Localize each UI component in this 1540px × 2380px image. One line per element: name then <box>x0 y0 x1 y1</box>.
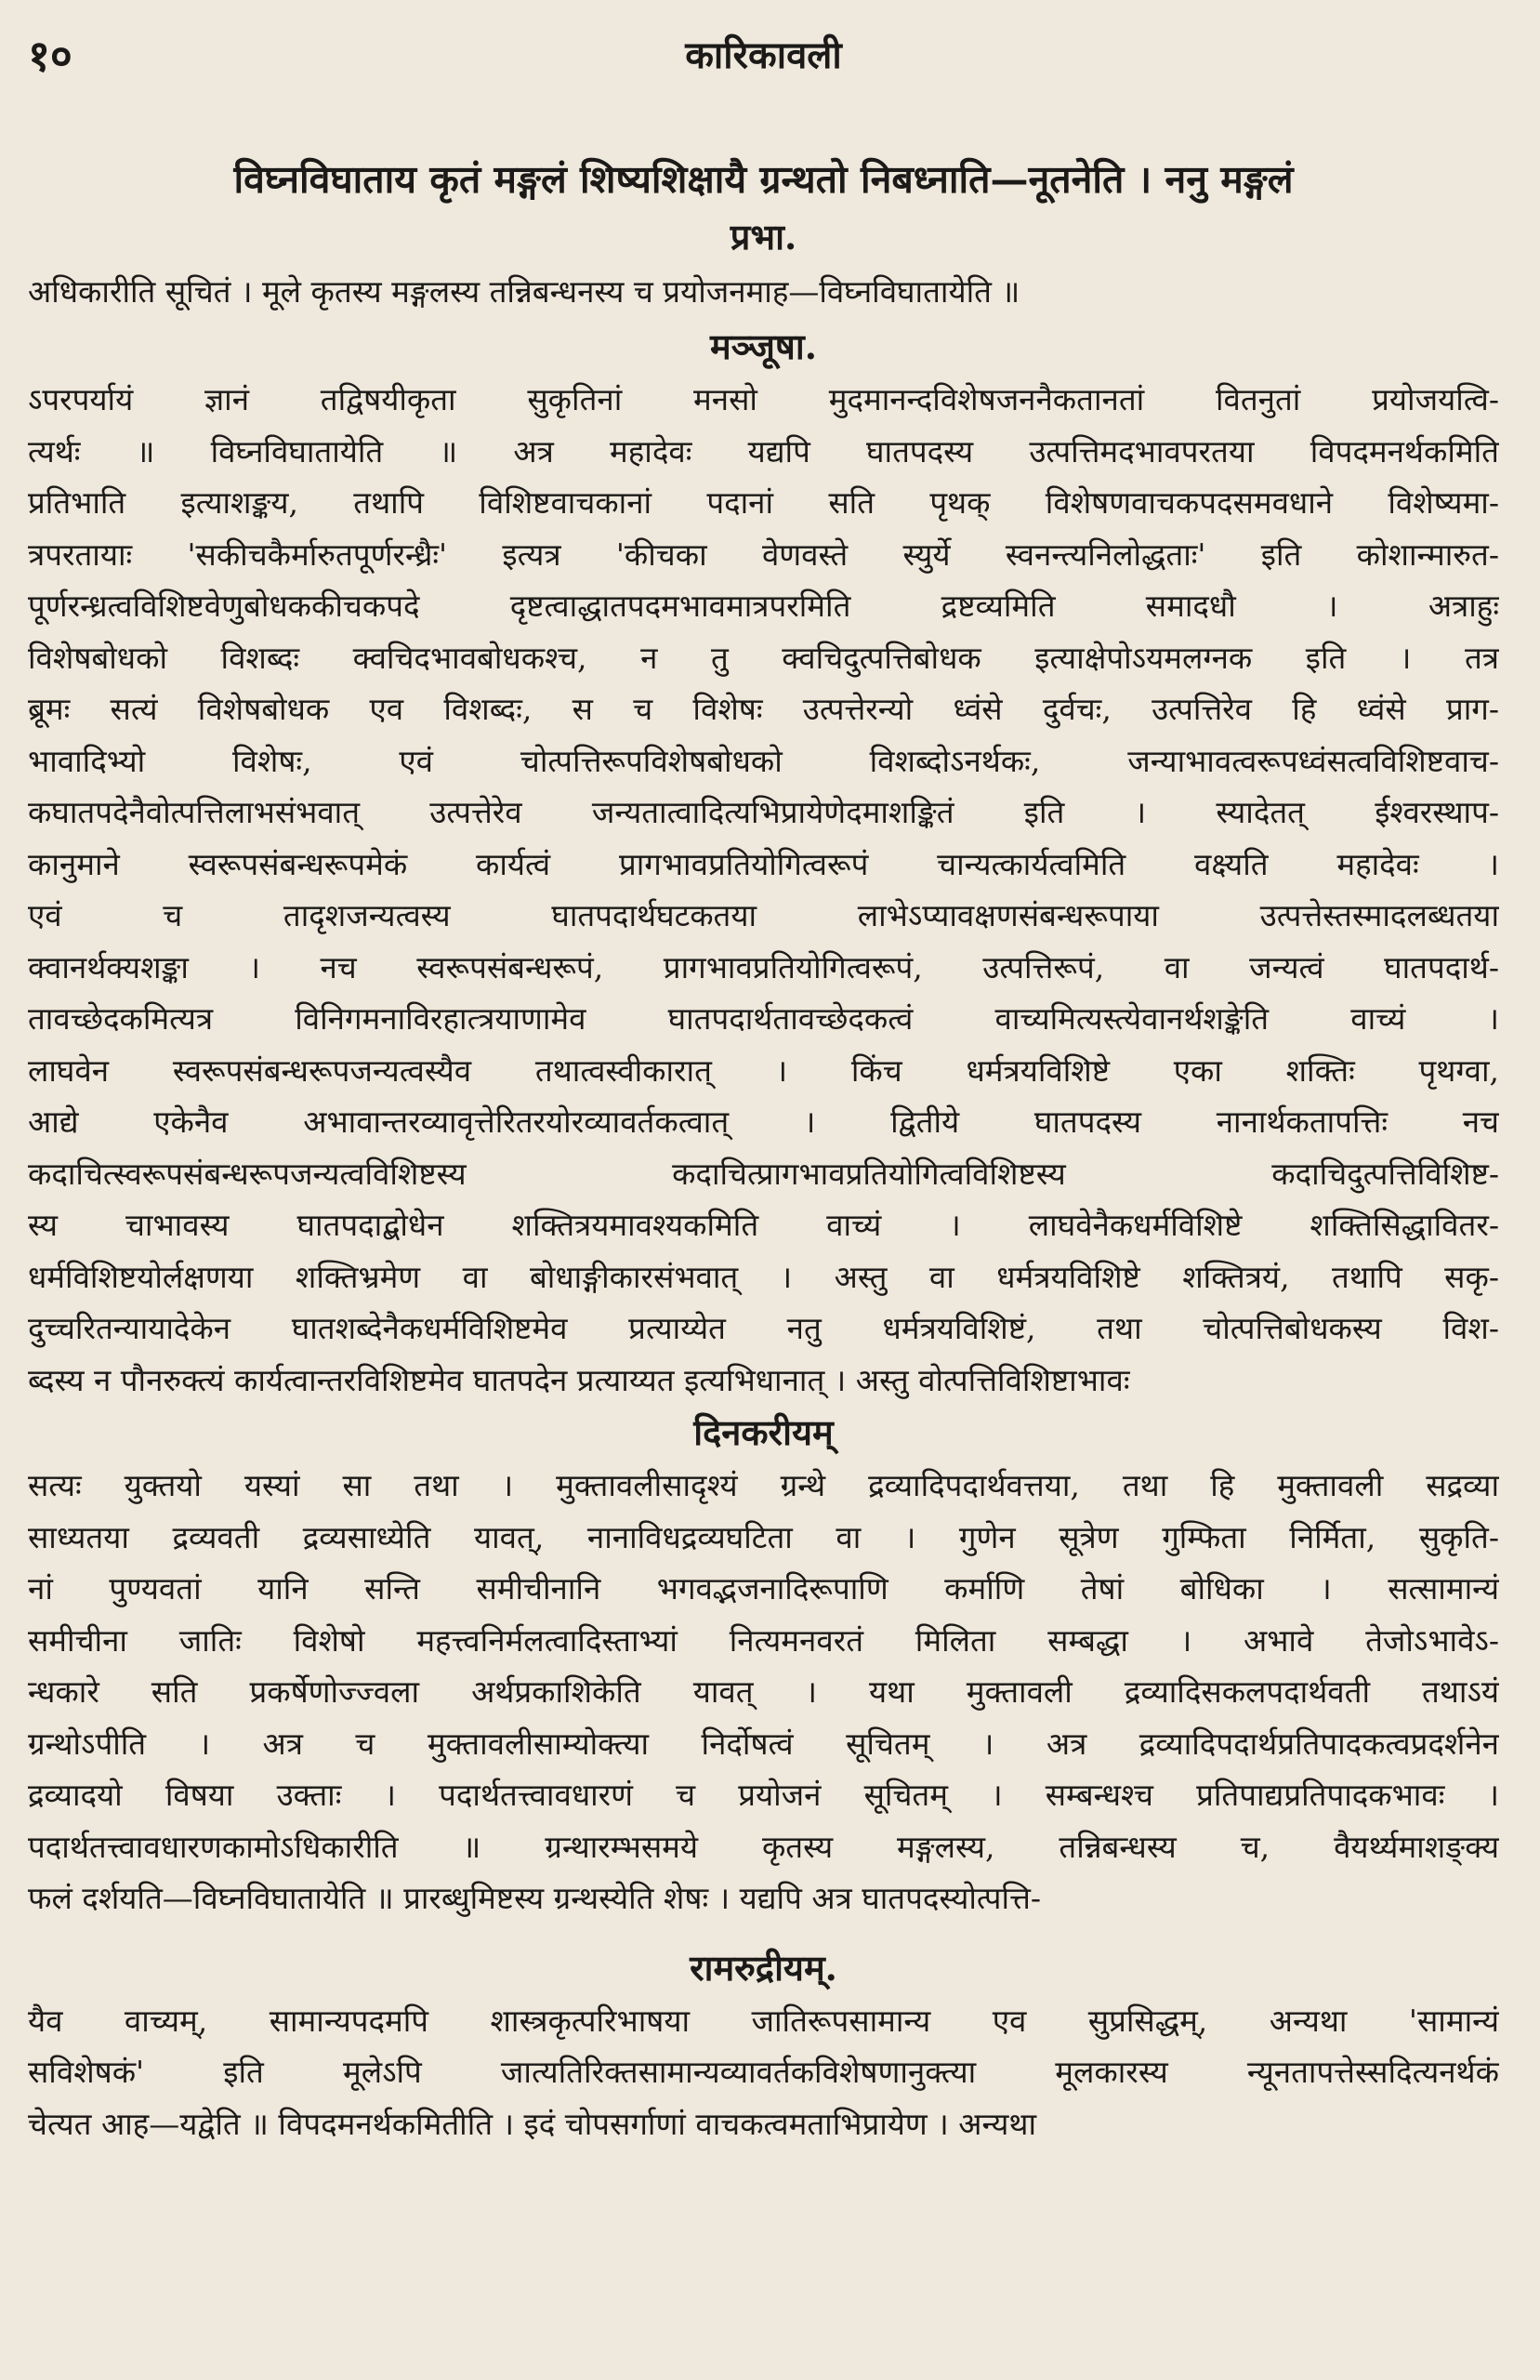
text-line: दुच्चरितन्यायादेकेन घातशब्देनैकधर्मविशिष्टमेव प्रत्याय्येत नतु धर्मत्रयविशिष्टं, तथा चोत्पत्तिबोधकस्य विश- <box>28 1310 1499 1346</box>
text-line: सत्यः युक्तयो यस्यां सा तथा । मुक्तावलीसादृश्यं ग्रन्थे द्रव्यादिपदार्थवत्तया, तथा हि मुक्तावली सद्रव्या <box>28 1467 1499 1503</box>
text-line: त्यर्थः ॥ विघ्नविघातायेति ॥ अत्र महादेवः यद्यपि घातपदस्य उत्पत्तिमदभावपरतया विपदमनर्थकमिति <box>28 432 1499 469</box>
text-line: नां पुण्यवतां यानि सन्ति समीचीनानि भगवद्भजनादिरूपाणि कर्माणि तेषां बोधिका । सत्सामान्यं <box>28 1570 1499 1606</box>
text-line: प्रतिभाति इत्याशङ्कय, तथापि विशिष्टवाचकानां पदानां सति पृथक् विशेषणवाचकपदसमवधाने विशेष्यमा- <box>28 484 1499 521</box>
commentary-prabha <box>28 214 1499 320</box>
text-line: द्रव्यादयो विषया उक्ताः । पदार्थतत्त्वावधारणं च प्रयोजनं सूचितम् । सम्बन्धश्च प्रतिपाद्यप्रतिपादकभावः । <box>28 1777 1499 1813</box>
text-line: चेत्यत आह—यद्वेति ॥ विपदमनर्थकमितीति । इदं चोपसर्गाणां वाचकत्वमताभिप्रायेण । अन्यथा <box>28 2105 1037 2142</box>
text-line: आद्ये एकेनैव अभावान्तरव्यावृत्तेरितरयोरव्यावर्तकत्वात् । द्वितीये घातपदस्य नानार्थकतापत्तिः नच <box>28 1104 1499 1140</box>
page-header <box>28 20 1499 86</box>
lead-line: विघ्नविघाताय कृतं मङ्गलं शिष्यशिक्षायै ग्रन्थतो निबध्नाति—नूतनेति । ननु मङ्गलं <box>233 157 1294 202</box>
section-heading: मञ्जूषा. <box>710 325 817 367</box>
text-line: धर्मविशिष्टयोर्लक्षणया शक्तिभ्रमेण वा बोधाङ्गीकारसंभवात् । अस्तु वा धर्मत्रयविशिष्टे शक्तित्रयं, तथापि सकृ- <box>28 1258 1499 1295</box>
text-line: स्य चाभावस्य घातपदाद्बोधेन शक्तित्रयमावश्यकमिति वाच्यं । लाघवेनैकधर्मविशिष्टे शक्तिसिद्धावितर- <box>28 1207 1499 1243</box>
section-heading: दिनकरीयम् <box>693 1411 834 1453</box>
text-line: समीचीना जातिः विशेषो महत्त्वनिर्मलत्वादिस्ताभ्यां नित्यमनवरतं मिलिता सम्बद्धा । अभावे तेजोऽभावेऽ- <box>28 1621 1499 1659</box>
text-line: सविशेषकं' इति मूलेऽपि जात्यतिरिक्तसामान्यव्यावर्तकविशेषणानुक्त्या मूलकारस्य न्यूनतापत्तेस्सदित्यनर्थकं <box>28 2054 1499 2090</box>
text-line: न्धकारे सति प्रकर्षेणोज्ज्वला अर्थप्रकाशिकेति यावत् । यथा मुक्तावली द्रव्यादिसकलपदार्थवती तथाऽयं <box>28 1673 1499 1710</box>
commentary-manjusha <box>28 324 1499 1406</box>
text-line: यैव वाच्यम्, सामान्यपदमपि शास्त्रकृत्परिभाषया जातिरूपसामान्य एव सुप्रसिद्धम्, अन्यथा 'सामान्यं <box>28 2002 1499 2039</box>
text-line: विशेषबोधको विशब्दः क्वचिदभावबोधकश्च, न तु क्वचिदुत्पत्तिबोधक इत्याक्षेपोऽयमलग्नक इति । तत्र <box>28 639 1499 676</box>
commentary-dinakari <box>28 1409 1499 1924</box>
text-line: लाघवेन स्वरूपसंबन्धरूपजन्यत्वस्यैव तथात्वस्वीकारात् । किंच धर्मत्रयविशिष्टे एका शक्तिः पृथग्वा, <box>28 1051 1499 1089</box>
text-line: पूर्णरन्ध्रत्वविशिष्टवेणुबोधककीचकपदे दृष्टत्वाद्धातपदमभावमात्रपरमिति द्रष्टव्यमिति समादधौ । अत्राहुः <box>28 588 1499 624</box>
text-line: ग्रन्थोऽपीति । अत्र च मुक्तावलीसाम्योक्त्या निर्दोषत्वं सूचितम् । अत्र द्रव्यादिपदार्थप्रतिपादकत्वप्रदर्शनेन <box>28 1725 1499 1762</box>
text-line: साध्यतया द्रव्यवती द्रव्यसाध्येति यावत्, नानाविधद्रव्यघटिता वा । गुणेन सूत्रेण गुम्फिता निर्मिता, सुकृति- <box>28 1518 1499 1555</box>
text-line: त्रपरतायाः 'सकीचकैर्मारुतपूर्णरन्ध्रैः' इत्यत्र 'कीचका वेणवस्ते स्युर्ये स्वनन्त्यनिलोद्धताः' इति कोशान्मारुत- <box>28 536 1499 573</box>
text-line: क्वानर्थक्यशङ्का । नच स्वरूपसंबन्धरूपं, प्रागभावप्रतियोगित्वरूपं, उत्पत्तिरूपं, वा जन्यत्वं घातपदार्थ- <box>28 948 1499 985</box>
text-line: ऽपरपर्यायं ज्ञानं तद्विषयीकृता सुकृतिनां मनसो मुदमानन्दविशेषजननैकतानतां वितनुतां प्रयोजयत्वि- <box>28 381 1499 417</box>
text-line: फलं दर्शयति—विघ्नविघातायेति ॥ प्रारब्धुमिष्टस्य ग्रन्थस्येति शेषः । यद्यपि अत्र घातपदस्योत्पत्ति- <box>28 1880 1042 1916</box>
text-line: कदाचित्स्वरूपसंबन्धरूपजन्यत्वविशिष्टस्य कदाचित्प्रागभावप्रतियोगित्वविशिष्टस्य कदाचिदुत्पत्तिविशिष्ट- <box>28 1155 1499 1192</box>
commentary-ramarudri <box>28 1945 1499 2150</box>
text-line: तावच्छेदकमित्यत्र विनिगमनाविरहात्त्रयाणामेव घातपदार्थतावच्छेदकत्वं वाच्यमित्यस्त्येवानर्थशङ्केति वाच्यं । <box>28 1000 1499 1037</box>
commentary-sections <box>28 214 1499 2149</box>
text-line: अधिकारीति सूचितं । मूले कृतस्य मङ्गलस्य तन्निबन्धनस्य च प्रयोजनमाह—विघ्नविघातायेति ॥ <box>28 273 1020 310</box>
text-line: भावादिभ्यो विशेषः, एवं चोत्पत्तिरूपविशेषबोधको विशब्दोऽनर्थकः, जन्याभावत्वरूपध्वंसत्वविशिष्टवाच- <box>28 742 1499 779</box>
text-line: एवं च तादृशजन्यत्वस्य घातपदार्थघटकतया लाभेऽप्यावक्षणसंबन्धरूपाया उत्पत्तेस्तस्मादलब्धतया <box>28 897 1499 933</box>
running-title: कारिकावली <box>685 33 842 77</box>
text-line: ब्रूमः सत्यं विशेषबोधक एव विशब्दः, स च विशेषः उत्पत्तेरन्यो ध्वंसे दुर्वचः, उत्पत्तिरेव हि ध्वंसे प्राग- <box>28 691 1499 727</box>
page-number: १० <box>28 31 72 81</box>
section-heading: प्रभा. <box>730 216 797 258</box>
text-line: ब्दस्य न पौनरुक्त्यं कार्यत्वान्तरविशिष्टमेव घातपदेन प्रत्याय्यत इत्यभिधानात् । अस्तु वोत्पत्तिविशिष्टाभावः <box>28 1361 1130 1398</box>
section-heading: रामरुद्रीयम्. <box>690 1946 837 1989</box>
text-line: कघातपदेनैवोत्पत्तिलाभसंभवात् उत्पत्तेरेव जन्यतात्वादित्यभिप्रायेणेदमाशङ्कितं इति । स्यादेतत् ईश्वरस्थाप- <box>28 794 1499 830</box>
text-line: पदार्थतत्त्वावधारणकामोऽधिकारीति ॥ ग्रन्थारम्भसमये कृतस्य मङ्गलस्य, तन्निबन्धस्य च, वैयर्थ्यमाशङ्क्य <box>28 1828 1499 1865</box>
text-line: कानुमाने स्वरूपसंबन्धरूपमेकं कार्यत्वं प्रागभावप्रतियोगित्वरूपं चान्यत्कार्यत्वमिति वक्ष्यति महादेवः । <box>28 845 1499 882</box>
